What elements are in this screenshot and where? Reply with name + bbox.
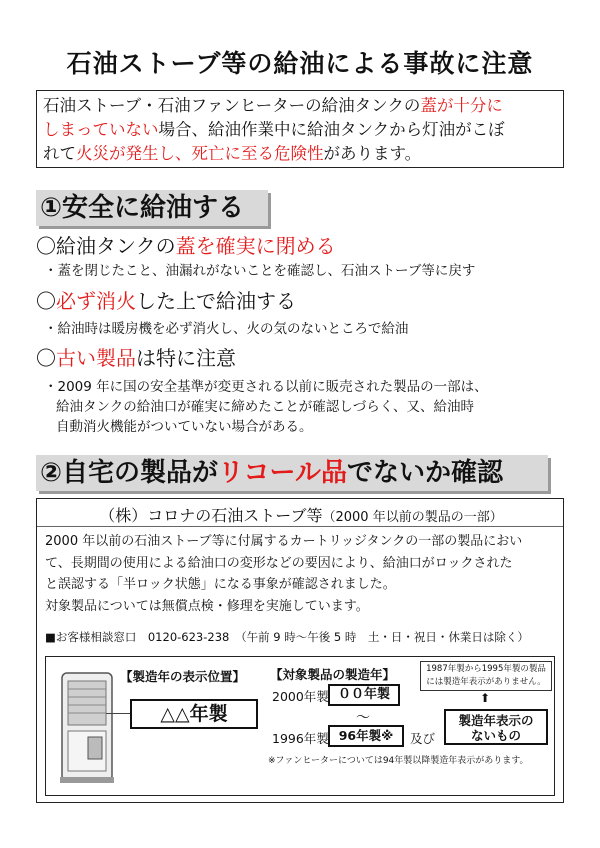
item3-red: 古い製品 [56, 346, 136, 370]
page-title: 石油ストーブ等の給油による事故に注意 [66, 49, 534, 78]
position-label: 【製造年の表示位置】 [120, 669, 246, 684]
recall-body-line2: て、長期間の使用による給油口の変形などの要因により、給油口がロックされた [45, 555, 513, 571]
no-year-note-line2: には製造年表示がありません。 [426, 677, 546, 687]
up-arrow-icon: ⬆ [480, 691, 491, 705]
pointer-line [106, 713, 132, 714]
section2-heading [36, 455, 548, 491]
intro-box [36, 90, 564, 168]
item3-bullet-line1: ・2009 年に国の安全基準が変更される以前に販売された製品の一部は、 [44, 379, 488, 395]
item1-bullet: ・蓋を閉じたこと、油漏れがないことを確認し、石油ストーブ等に戻す [44, 263, 476, 279]
item1-heading [36, 233, 336, 259]
item1-pre: 〇給油タンクの [36, 234, 176, 258]
no-display-line2: ないもの [470, 728, 521, 743]
figure-footnote: ※ファンヒーターについては94年製以降製造年表示があります。 [268, 756, 529, 766]
recall-body-line4: 対象製品については無償点検・修理を実施しています。 [45, 598, 369, 614]
section2-heading-pre: ②自宅の製品が [40, 458, 219, 488]
year-label: 【対象製品の製造年】 [270, 667, 396, 682]
intro-red-2: しまっていない [43, 120, 159, 139]
product-figure [45, 656, 555, 796]
divider [37, 526, 563, 527]
item3-heading [36, 345, 236, 371]
item3-bullet-line2: 給油タンクの給油口が確実に締めたことが確認しづらく、又、給油時 [56, 399, 474, 415]
intro-text-3: れて [43, 144, 76, 163]
range-tilde: ～ [356, 710, 370, 726]
recall-box-title [37, 503, 565, 526]
item3-pre: 〇 [36, 346, 56, 370]
recall-body [45, 531, 557, 617]
section1-heading: ①安全に給油する [36, 190, 268, 226]
item1-red: 蓋を確実に閉める [175, 234, 336, 258]
position-value-box: △△年製 [130, 699, 258, 729]
and-text: 及び [410, 731, 436, 746]
recall-body-line3: と誤認する「半ロック状態」になる事象が確認されました。 [45, 577, 396, 592]
year-2000-box: ００年製 [328, 684, 400, 706]
item2-heading [36, 288, 296, 314]
heater-illustration [58, 667, 116, 785]
intro-text-1: 石油ストーブ・石油ファンヒーターの給油タンクの [43, 96, 421, 115]
no-display-box [444, 709, 548, 745]
section2-heading-red: リコール品 [218, 458, 347, 488]
intro-red-3: 火災が発生し、死亡に至る危険性 [76, 144, 324, 163]
item3-post: は特に注意 [136, 346, 236, 370]
intro-red-1: 蓋が十分に [420, 96, 503, 115]
no-year-note-line1: 1987年製から1995年製の製品 [426, 664, 546, 674]
recall-body-line1: 2000 年以前の石油ストーブ等に付属するカートリッジタンクの一部の製品におい [45, 534, 523, 549]
no-display-line1: 製造年表示の [458, 713, 534, 728]
contact-info: ■お客様相談窓口 0120-623-238 （午前 9 時～午後 5 時 土・日・祝日・休業日は除く） [45, 630, 529, 644]
item3-bullet [44, 377, 574, 437]
recall-title-sub: （2000 年以前の製品の一部） [322, 510, 503, 525]
intro-text-4: があります。 [323, 144, 422, 163]
item2-post: した上で給油する [136, 289, 296, 313]
item2-pre: 〇 [36, 289, 56, 313]
intro-text-2: 場合、給油作業中に給油タンクから灯油がこぼ [158, 120, 505, 139]
year-1996-text: 1996年製 [272, 731, 329, 746]
item2-bullet: ・給油時は暖房機を必ず消火し、火の気のないところで給油 [44, 321, 409, 337]
year-2000-text: 2000年製 [272, 689, 329, 704]
recall-box [36, 498, 564, 803]
section2-heading-post: でないか確認 [346, 458, 503, 488]
item3-bullet-line3: 自動消火機能がついていない場合がある。 [56, 419, 313, 435]
item2-red: 必ず消火 [56, 289, 136, 313]
recall-title-main: （株）コロナの石油ストーブ等 [99, 506, 323, 525]
year-1996-box: 96年製※ [328, 725, 404, 747]
no-year-note [420, 661, 552, 691]
